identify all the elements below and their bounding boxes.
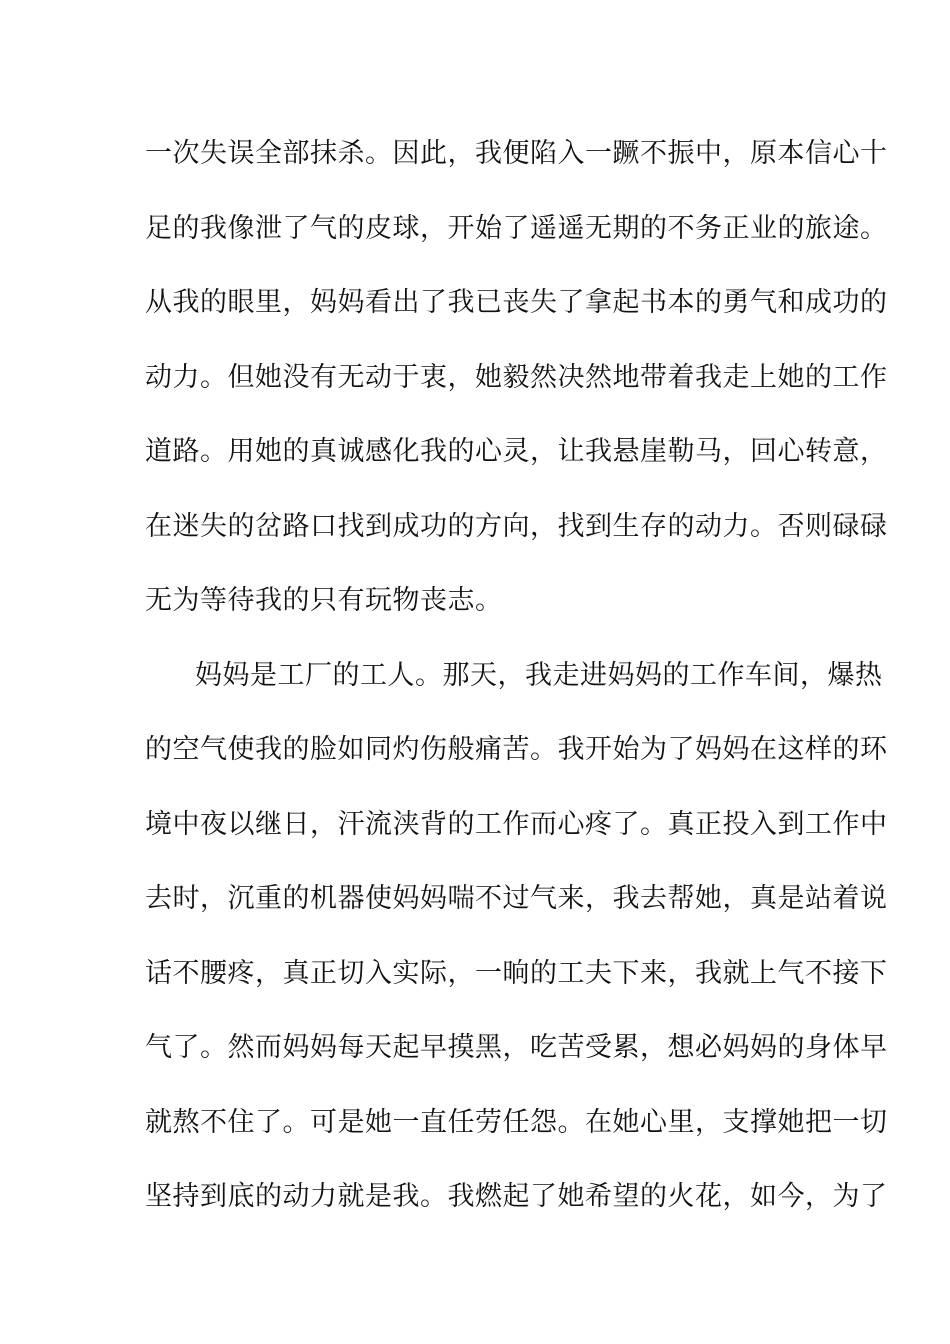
text-line: 动力。但她没有无动于衷，她毅然决然地带着我走上她的工作 <box>145 361 888 393</box>
text-line: 就熬不住了。可是她一直任劳任怨。在她心里，支撑她把一切 <box>145 1106 888 1138</box>
text-line: 一次失误全部抹杀。因此，我便陷入一蹶不振中，原本信心十 <box>145 138 888 169</box>
text-line: 的空气使我的脸如同灼伤般痛苦。我开始为了妈妈在这样的环 <box>145 734 888 765</box>
text-line: 从我的眼里，妈妈看出了我已丧失了拿起书本的勇气和成功的 <box>145 287 888 318</box>
text-line: 气了。然而妈妈每天起早摸黑，吃苦受累，想必妈妈的身体早 <box>145 1032 888 1063</box>
text-line: 境中夜以继日，汗流浃背的工作而心疼了。真正投入到工作中 <box>145 808 888 840</box>
text-line: 道路。用她的真诚感化我的心灵，让我悬崖勒马，回心转意， <box>145 436 888 467</box>
body-text <box>145 126 888 1244</box>
text-line: 在迷失的岔路口找到成功的方向，找到生存的动力。否则碌碌 <box>145 510 888 542</box>
text-line: 足的我像泄了气的皮球，开始了遥遥无期的不务正业的旅途。 <box>145 212 888 244</box>
text-line: 无为等待我的只有玩物丧志。 <box>145 585 503 616</box>
text-line: 话不腰疼，真正切入实际，一晌的工夫下来，我就上气不接下 <box>145 957 888 989</box>
text-line: 去时，沉重的机器使妈妈喘不过气来，我去帮她，真是站着说 <box>145 883 888 914</box>
text-line-paragraph-start: 妈妈是工厂的工人。那天，我走进妈妈的工作车间，爆热 <box>195 659 883 691</box>
text-line: 坚持到底的动力就是我。我燃起了她希望的火花，如今，为了 <box>145 1181 888 1212</box>
